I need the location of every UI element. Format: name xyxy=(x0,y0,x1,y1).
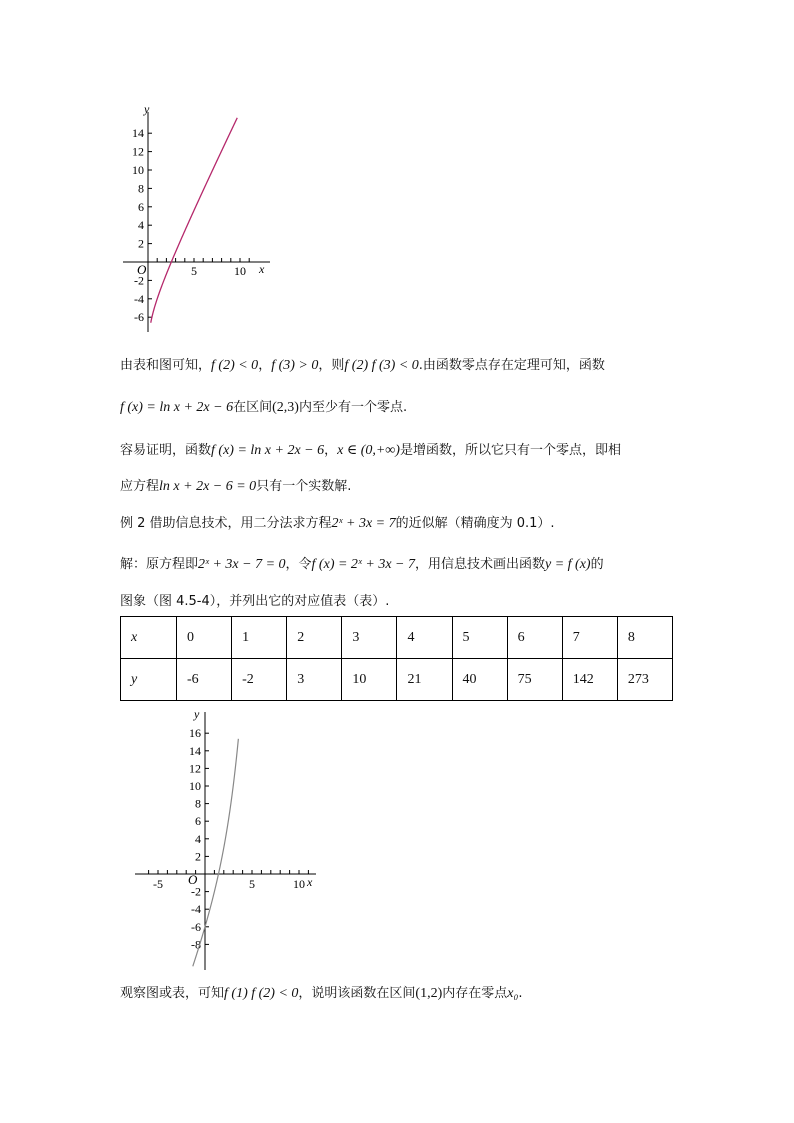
y-tick-label: 2 xyxy=(138,236,144,251)
y-tick-label: -2 xyxy=(191,884,201,899)
x-tick-label: 5 xyxy=(191,264,197,278)
table-cell: -2 xyxy=(232,659,287,701)
x-tick-label: 10 xyxy=(234,264,246,278)
table-row-x xyxy=(121,617,673,659)
para-5: 例 2 借助信息技术，用二分法求方程2ˣ + 3x = 7的近似解（精确度为 0.1）. xyxy=(120,516,555,531)
y-tick-label: -4 xyxy=(191,902,201,917)
x-axis-label: x xyxy=(259,262,265,276)
table-cell: 1 xyxy=(232,617,287,659)
y-tick-label: 2 xyxy=(195,849,201,864)
table-cell: 273 xyxy=(617,659,672,701)
para-3: 容易证明，函数f (x) = ln x + 2x − 6，x ∈ (0,+∞)是增函数，所以它只有一个零点，即相 xyxy=(120,443,621,458)
y-axis-label: y xyxy=(194,707,200,721)
table-cell: 0 xyxy=(177,617,232,659)
y-tick-label: 4 xyxy=(195,831,201,846)
x-tick-label: 10 xyxy=(293,877,305,891)
table-cell: 5 xyxy=(452,617,507,659)
table-cell: -6 xyxy=(177,659,232,701)
table-cell: 2 xyxy=(287,617,342,659)
y-tick-label: -8 xyxy=(191,937,201,952)
y-tick-label: 14 xyxy=(132,126,144,141)
table-cell: 3 xyxy=(342,617,397,659)
y-tick-label: 8 xyxy=(138,181,144,196)
y-tick-label: -6 xyxy=(191,919,201,934)
y-tick-label: 16 xyxy=(189,726,201,741)
table-cell: 7 xyxy=(562,617,617,659)
y-tick-label: 12 xyxy=(189,761,201,776)
para-8: 观察图或表，可知f (1) f (2) < 0，说明该函数在区间(1,2)内存在零点x₀. xyxy=(120,986,523,1001)
x-tick-label: -5 xyxy=(153,877,163,891)
table-row-y xyxy=(121,659,673,701)
table-cell: 3 xyxy=(287,659,342,701)
para-7: 图象（图 4.5-4），并列出它的对应值表（表）. xyxy=(120,594,390,609)
y-tick-label: 10 xyxy=(189,779,201,793)
y-tick-label: -2 xyxy=(134,273,144,288)
y-tick-label: 10 xyxy=(132,163,144,177)
table-cell: 8 xyxy=(617,617,672,659)
table-cell: x xyxy=(121,617,177,659)
y-axis-label: y xyxy=(144,102,150,116)
table-cell: 75 xyxy=(507,659,562,701)
table-cell: y xyxy=(121,659,177,701)
x-tick-label: 5 xyxy=(249,877,255,891)
para-2: f (x) = ln x + 2x − 6在区间(2,3)内至少有一个零点. xyxy=(120,400,408,415)
y-tick-label: 6 xyxy=(138,199,144,214)
para-1: 由表和图可知，f (2) < 0，f (3) > 0，则f (2) f (3) < 0.由函数零点存在定理可知，函数 xyxy=(120,358,605,373)
origin-label: O xyxy=(137,262,147,277)
table-cell: 4 xyxy=(397,617,452,659)
ln-curve xyxy=(151,118,237,323)
table-cell: 10 xyxy=(342,659,397,701)
table-cell: 40 xyxy=(452,659,507,701)
y-tick-label: 14 xyxy=(189,743,201,758)
graph-ln-function xyxy=(118,100,278,336)
table-cell: 21 xyxy=(397,659,452,701)
graph-exp-function xyxy=(130,704,322,972)
para-4: 应方程ln x + 2x − 6 = 0只有一个实数解. xyxy=(120,479,352,494)
y-tick-label: 8 xyxy=(195,796,201,811)
x-axis-label: x xyxy=(307,875,313,889)
y-tick-label: -6 xyxy=(134,310,144,325)
y-tick-label: 4 xyxy=(138,218,144,233)
y-tick-label: 12 xyxy=(132,144,144,159)
table-cell: 6 xyxy=(507,617,562,659)
para-6: 解：原方程即2ˣ + 3x − 7 = 0，令f (x) = 2ˣ + 3x − 7，用信息技术画出函数y = f (x)的 xyxy=(120,557,604,572)
y-tick-label: -4 xyxy=(134,291,144,306)
value-table xyxy=(120,616,673,701)
origin-label: O xyxy=(188,872,198,887)
table-cell: 142 xyxy=(562,659,617,701)
y-tick-label: 6 xyxy=(195,814,201,829)
